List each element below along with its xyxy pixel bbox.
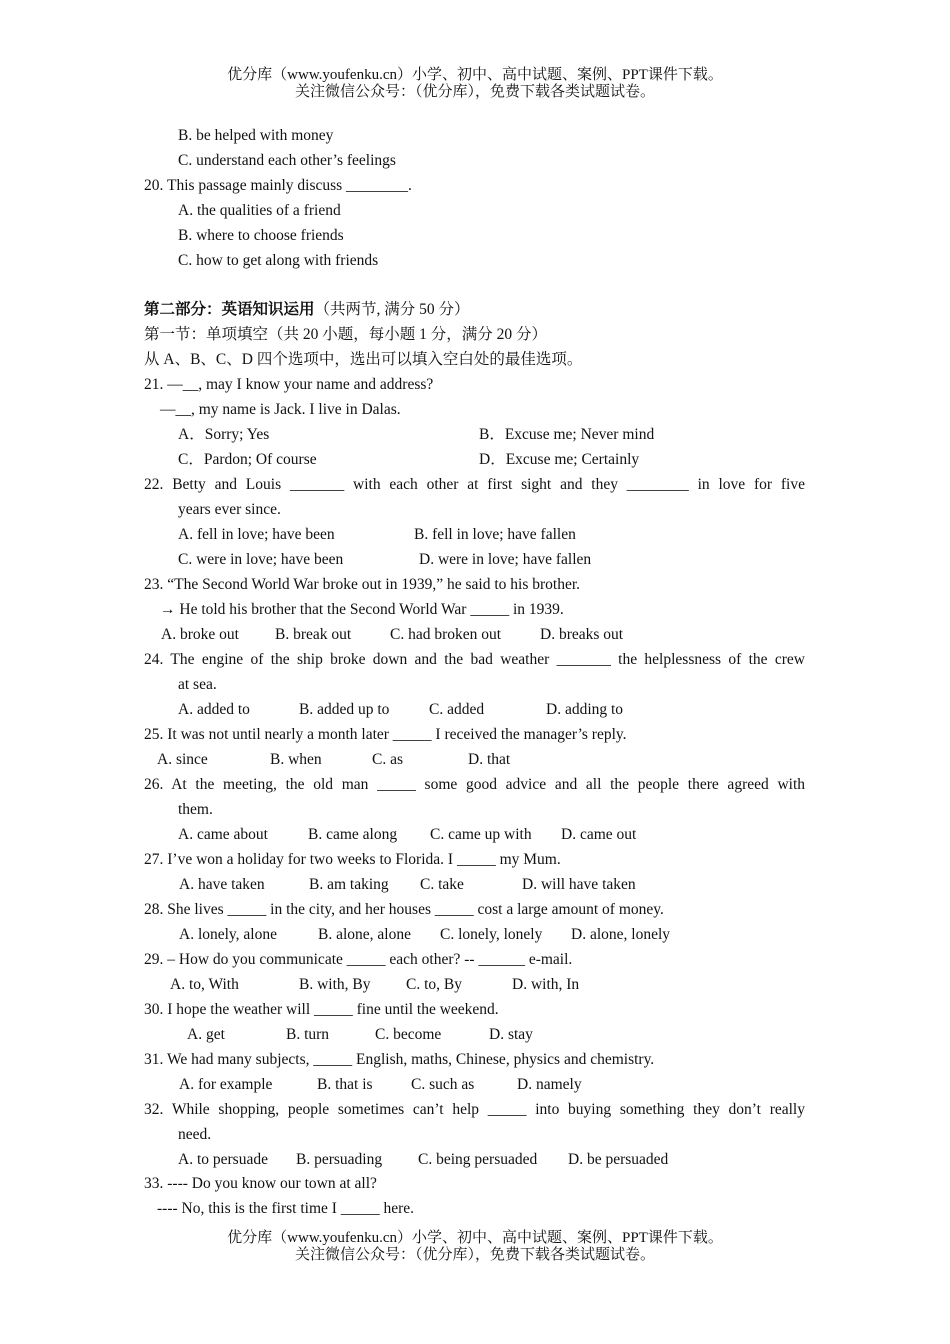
q24-line-1: 24. The engine of the ship broke down and the bad weather _______ the helplessness of the crew (144, 651, 805, 668)
q20-option-c: C. how to get along with friends (178, 252, 379, 269)
footer-line-2: 关注微信公众号：（优分库），免费下载各类试题试卷。 (294, 1247, 655, 1263)
q28-option-c: C. lonely, lonely (440, 926, 543, 943)
q30-option-b: B. turn (286, 1026, 330, 1043)
q25-line-1: 25. It was not until nearly a month later _____ I received the manager’s reply. (144, 726, 627, 743)
q31-option-d: D. namely (517, 1076, 582, 1093)
q22-option-a: A. fell in love; have been (178, 526, 335, 543)
q20-stem: 20. This passage mainly discuss ________. (144, 177, 412, 194)
q23-line-1: 23. “The Second World War broke out in 1939,” he said to his brother. (144, 576, 581, 593)
q26-line-1: 26. At the meeting, the old man _____ some good advice and all the people there agreed with (144, 776, 805, 793)
footer-line-1: 优分库（www.youfenku.cn）小学、初中、高中试题、案例、PPT课件下载。 (227, 1230, 723, 1246)
section1-title: 第一节：单项填空（共 20 小题，每小题 1 分，满分 20 分） (144, 326, 548, 343)
q24-option-c: C. added (429, 701, 485, 718)
q30-line-1: 30. I hope the weather will _____ fine until the weekend. (144, 1001, 499, 1018)
q23-option-b: B. break out (275, 626, 352, 643)
q24-line-2: at sea. (178, 676, 217, 693)
q25-option-b: B. when (270, 751, 322, 768)
q23-option-a: A. broke out (161, 626, 239, 643)
q23-option-d: D. breaks out (540, 626, 624, 643)
q23-line-2: → He told his brother that the Second World War _____ in 1939. (160, 601, 564, 618)
q31-option-a: A. for example (179, 1076, 273, 1093)
q31-line-1: 31. We had many subjects, _____ English, maths, Chinese, physics and chemistry. (144, 1051, 655, 1068)
q33-line-2: ---- No, this is the first time I _____ here. (157, 1200, 414, 1217)
q24-option-a: A. added to (178, 701, 250, 718)
q24-option-d: D. adding to (546, 701, 624, 718)
q28-option-d: D. alone, lonely (571, 926, 671, 943)
section1-instruction: 从 A、B、C、D 四个选项中，选出可以填入空白处的最佳选项。 (144, 351, 583, 368)
q32-option-b: B. persuading (296, 1151, 383, 1168)
q22-line-2: years ever since. (178, 501, 281, 518)
q32-option-a: A. to persuade (178, 1151, 268, 1168)
q25-option-c: C. as (372, 751, 403, 768)
part2-title-bold: 第二部分：英语知识运用 (144, 301, 315, 318)
part2-title (144, 300, 470, 320)
q19-option-c: C. understand each other’s feelings (178, 152, 396, 169)
page-footer (0, 1230, 950, 1264)
q22-option-b: B. fell in love; have fallen (414, 526, 576, 543)
q22-line-1: 22. Betty and Louis _______ with each other at first sight and they ________ in love for five (144, 476, 805, 493)
part2-title-rest: （共两节, 满分 50 分） (314, 301, 470, 318)
q27-option-d: D. will have taken (522, 876, 636, 893)
header-line-2: 关注微信公众号：（优分库），免费下载各类试题试卷。 (294, 84, 655, 100)
header-line-1: 优分库（www.youfenku.cn）小学、初中、高中试题、案例、PPT课件下载。 (227, 67, 723, 83)
q28-option-b: B. alone, alone (318, 926, 411, 943)
q29-option-a: A. to, With (170, 976, 239, 993)
q29-option-d: D. with, In (512, 976, 580, 993)
q28-option-a: A. lonely, alone (179, 926, 277, 943)
q22-option-c: C. were in love; have been (178, 551, 344, 568)
q31-option-c: C. such as (411, 1076, 475, 1093)
q26-option-d: D. came out (561, 826, 637, 843)
q27-option-c: C. take (420, 876, 464, 893)
q30-option-a: A. get (187, 1026, 225, 1043)
q22-option-d: D. were in love; have fallen (419, 551, 592, 568)
q27-line-1: 27. I’ve won a holiday for two weeks to Florida. I _____ my Mum. (144, 851, 561, 868)
q21-option-a: A．Sorry; Yes (178, 426, 270, 443)
q26-option-b: B. came along (308, 826, 398, 843)
q25-option-a: A. since (157, 751, 208, 768)
q29-option-b: B. with, By (299, 976, 371, 993)
q32-line-2: need. (178, 1126, 212, 1143)
q32-option-d: D. be persuaded (568, 1151, 669, 1168)
q24-option-b: B. added up to (299, 701, 390, 718)
q19-option-b: B. be helped with money (178, 127, 334, 144)
q21-option-d: D．Excuse me; Certainly (479, 451, 640, 468)
q20-option-a: A. the qualities of a friend (178, 202, 341, 219)
q33-line-1: 33. ---- Do you know our town at all? (144, 1175, 377, 1192)
q27-option-a: A. have taken (179, 876, 265, 893)
q32-option-c: C. being persuaded (418, 1151, 538, 1168)
q25-option-d: D. that (468, 751, 511, 768)
q28-line-1: 28. She lives _____ in the city, and her houses _____ cost a large amount of money. (144, 901, 664, 918)
q20-option-b: B. where to choose friends (178, 227, 344, 244)
q26-line-2: them. (178, 801, 213, 818)
q26-option-c: C. came up with (430, 826, 532, 843)
q23-option-c: C. had broken out (390, 626, 502, 643)
q27-option-b: B. am taking (309, 876, 389, 893)
q31-option-b: B. that is (317, 1076, 373, 1093)
q21-line-2: —__, my name is Jack. I live in Dalas. (160, 401, 401, 418)
q21-line-1: 21. —__, may I know your name and address? (144, 376, 434, 393)
q32-line-1: 32. While shopping, people sometimes can’t help _____ into buying something they don’t really (144, 1101, 805, 1118)
q29-line-1: 29. – How do you communicate _____ each other? -- ______ e-mail. (144, 951, 573, 968)
q21-option-c: C．Pardon; Of course (178, 451, 317, 468)
q26-option-a: A. came about (178, 826, 268, 843)
q30-option-c: C. become (375, 1026, 442, 1043)
page-header (0, 67, 950, 101)
q21-option-b: B．Excuse me; Never mind (479, 426, 655, 443)
q30-option-d: D. stay (489, 1026, 533, 1043)
q29-option-c: C. to, By (406, 976, 462, 993)
